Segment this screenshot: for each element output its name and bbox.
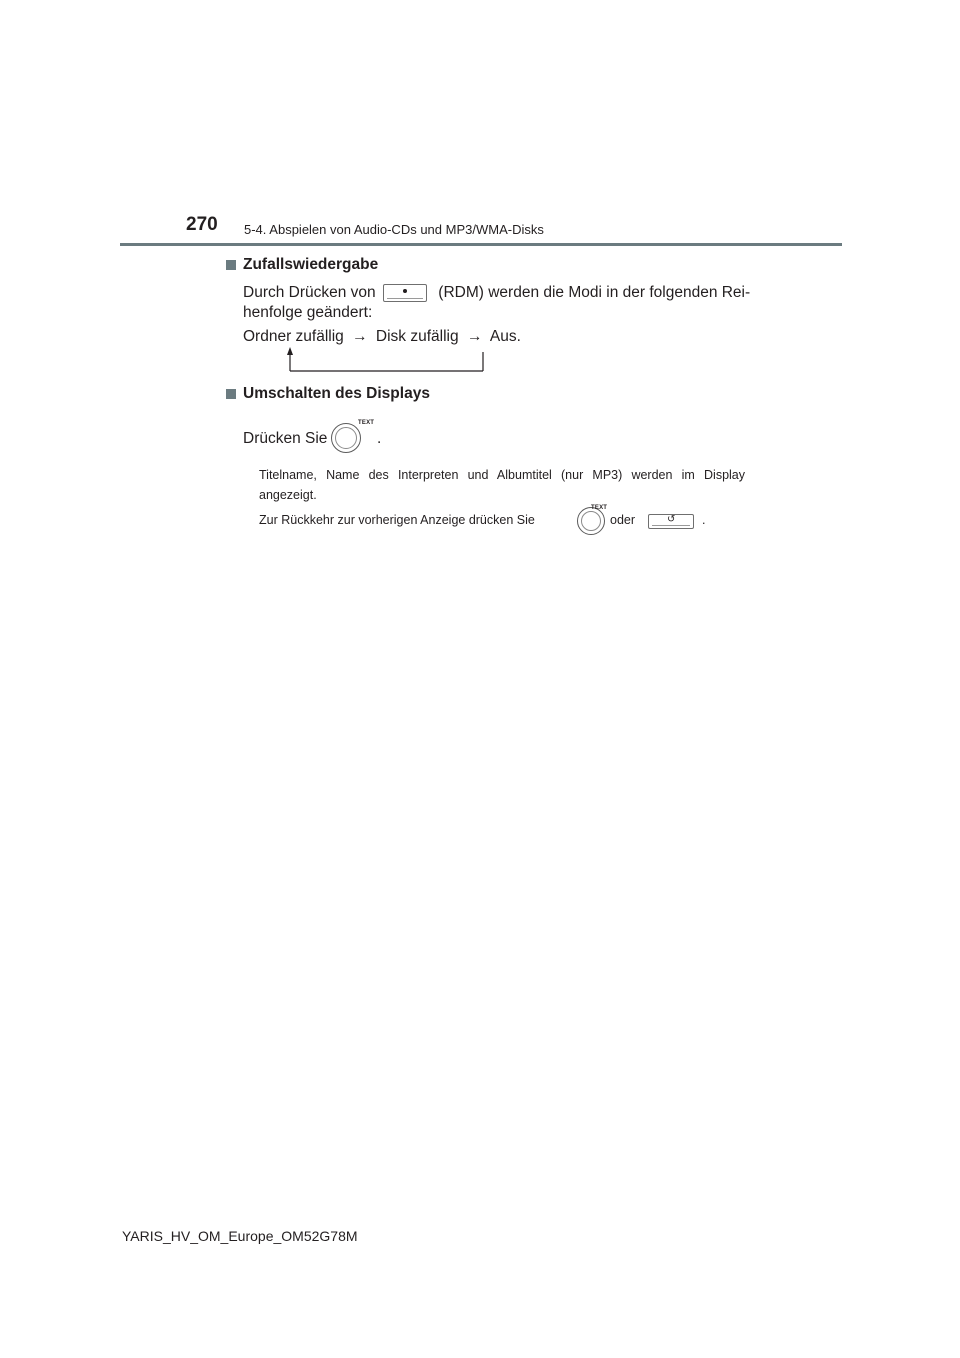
- return-instruction: Zur Rückkehr zur vorherigen Anzeige drücken Sie: [259, 513, 535, 527]
- press-period: .: [377, 430, 382, 447]
- mode-disc-random: Disk zufällig: [375, 328, 459, 345]
- random-text-after: (RDM) werden die Modi in der folgenden Rei-: [438, 284, 751, 302]
- press-instruction: Drücken Sie: [243, 430, 328, 447]
- page-number: 270: [186, 214, 218, 235]
- mode-folder-random: Ordner zufällig: [243, 328, 344, 345]
- square-bullet-icon: [226, 389, 236, 399]
- heading-switch-display: Umschalten des Displays: [243, 385, 430, 402]
- rdm-button-icon: [383, 284, 427, 302]
- loop-back-arrow-icon: [284, 346, 490, 374]
- header-divider: [120, 243, 842, 246]
- heading-random-playback: Zufallswiedergabe: [243, 256, 379, 273]
- random-paragraph-line1: [243, 284, 751, 302]
- text-knob-icon: [331, 423, 361, 453]
- text-knob-label: TEXT: [358, 420, 375, 426]
- square-bullet-icon: [226, 260, 236, 270]
- note-line2: angezeigt.: [259, 488, 317, 502]
- return-or: oder: [610, 513, 636, 527]
- random-text-before: Durch Drücken von: [243, 284, 376, 302]
- back-button-icon: [648, 514, 694, 529]
- random-paragraph-line2: henfolge geändert:: [243, 304, 373, 321]
- arrow-right-icon: →: [352, 328, 368, 345]
- return-period: .: [702, 513, 706, 527]
- text-knob-icon: [577, 505, 608, 535]
- mode-off: Aus.: [489, 328, 521, 345]
- arrow-right-icon: →: [466, 328, 483, 345]
- mode-sequence: [243, 328, 521, 346]
- section-title: 5-4. Abspielen von Audio-CDs und MP3/WMA-Disks: [244, 222, 544, 237]
- text-knob-label: TEXT: [591, 505, 608, 511]
- note-line1: Titelname, Name des Interpreten und Albumtitel (nur MP3) werden im Display: [259, 468, 745, 482]
- return-arrow-icon: ↺: [667, 514, 676, 526]
- dot-icon: [403, 289, 407, 293]
- document-id: YARIS_HV_OM_Europe_OM52G78M: [122, 1228, 358, 1244]
